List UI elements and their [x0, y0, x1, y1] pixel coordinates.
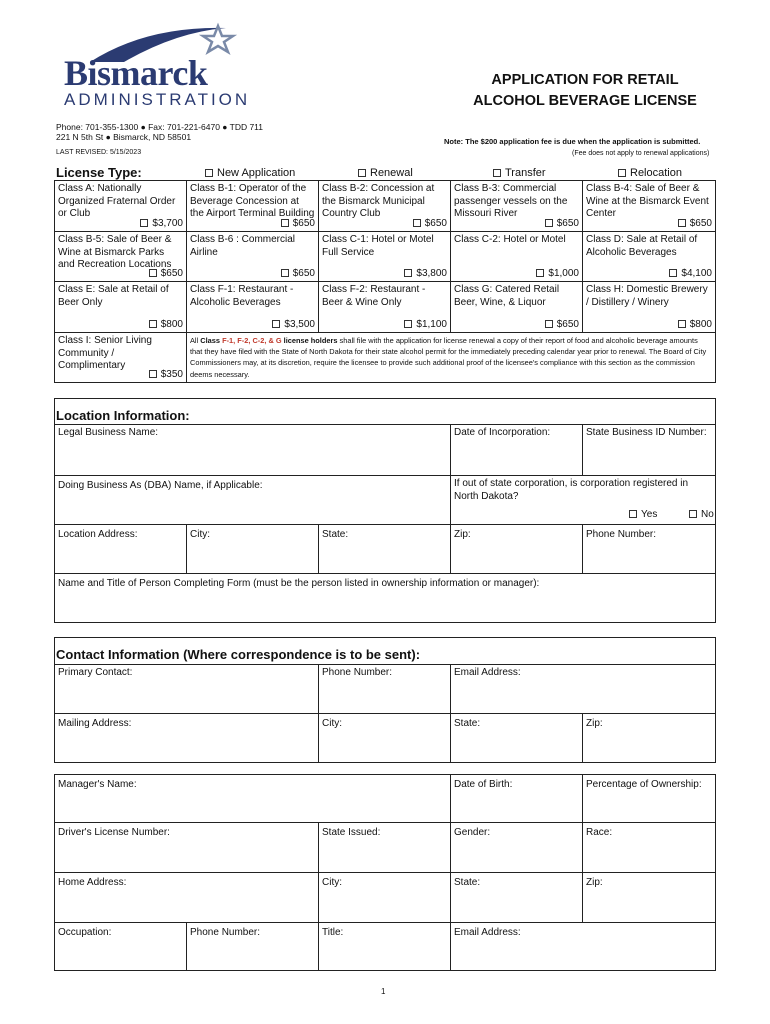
option-label: Renewal: [370, 167, 413, 179]
manager-state-field[interactable]: [450, 872, 583, 923]
class-label: Class B-1: Operator of the Beverage Concession at the Airport Terminal Building: [190, 183, 315, 219]
class-g[interactable]: [450, 281, 583, 333]
person-completing-form-field[interactable]: [54, 573, 716, 623]
checkbox[interactable]: [358, 169, 366, 177]
field-label: Manager's Name:: [58, 779, 137, 790]
class-label: Class F-2: Restaurant - Beer & Wine Only: [322, 284, 426, 308]
field-label: Location Address:: [58, 529, 138, 540]
field-label: City:: [190, 529, 210, 540]
occupation-field[interactable]: [54, 922, 187, 971]
location-state-field[interactable]: [318, 524, 451, 574]
class-c2[interactable]: [450, 231, 583, 282]
field-label: State Business ID Number:: [586, 427, 707, 438]
class-h[interactable]: [582, 281, 716, 333]
field-label: Occupation:: [58, 927, 112, 938]
field-label: Driver's License Number:: [58, 827, 170, 838]
field-label: Legal Business Name:: [58, 427, 159, 438]
location-heading: Location Information:: [56, 408, 190, 423]
field-label: Zip:: [454, 529, 471, 540]
class-label: Class B-3: Commercial passenger vessels on the Missouri River: [454, 183, 568, 219]
registered-in-nd-field: [450, 475, 716, 525]
class-b5[interactable]: [54, 231, 187, 282]
class-price: $650: [413, 218, 447, 231]
class-a[interactable]: [54, 180, 187, 232]
field-label: Zip:: [586, 877, 603, 888]
class-label: Class B-6 : Commercial Airline: [190, 234, 296, 258]
form-title: [430, 70, 740, 112]
checkbox[interactable]: [205, 169, 213, 177]
field-label: Gender:: [454, 827, 491, 838]
legal-business-name-field[interactable]: [54, 424, 451, 476]
manager-phone-field[interactable]: [186, 922, 319, 971]
state-issued-field[interactable]: [318, 822, 451, 873]
class-price: $650: [281, 218, 315, 231]
option-label: Yes: [641, 509, 658, 520]
page-number: 1: [381, 987, 386, 996]
field-label: Email Address:: [454, 667, 521, 678]
ownership-percentage-field[interactable]: [582, 774, 716, 823]
class-d[interactable]: [582, 231, 716, 282]
contact-state-field[interactable]: [450, 713, 583, 763]
class-b1[interactable]: [186, 180, 319, 232]
gender-field[interactable]: [450, 822, 583, 873]
field-label: Phone Number:: [190, 927, 261, 938]
option-label: No: [701, 509, 714, 520]
class-label: Class B-4: Sale of Beer & Wine at the Bismarck Event Center: [586, 183, 709, 219]
contact-city-field[interactable]: [318, 713, 451, 763]
class-price: $3,700: [140, 218, 183, 231]
class-label: Class D: Sale at Retail of Alcoholic Beverages: [586, 234, 698, 258]
option-transfer[interactable]: [493, 167, 546, 179]
class-price: $650: [678, 218, 712, 231]
primary-contact-field[interactable]: [54, 664, 319, 714]
class-price: $3,500: [272, 319, 315, 332]
class-label: Class E: Sale at Retail of Beer Only: [58, 284, 169, 308]
last-revised: LAST REVISED: 5/15/2023: [56, 149, 142, 156]
yes-option[interactable]: [629, 509, 657, 522]
field-label: Email Address:: [454, 927, 521, 938]
manager-email-field[interactable]: [450, 922, 716, 971]
field-label: Percentage of Ownership:: [586, 779, 702, 790]
class-label: Class G: Catered Retail Beer, Wine, & Liquor: [454, 284, 560, 308]
manager-zip-field[interactable]: [582, 872, 716, 923]
option-renewal[interactable]: [358, 167, 413, 179]
date-of-birth-field[interactable]: [450, 774, 583, 823]
field-label: If out of state corporation, is corporation registered in North Dakota?: [454, 478, 689, 502]
checkbox[interactable]: [493, 169, 501, 177]
class-b4[interactable]: [582, 180, 716, 232]
field-label: State Issued:: [322, 827, 381, 838]
contact-email-field[interactable]: [450, 664, 716, 714]
class-b6[interactable]: [186, 231, 319, 282]
class-label: Class C-1: Hotel or Motel Full Service: [322, 234, 434, 258]
date-of-incorporation-field[interactable]: [450, 424, 583, 476]
state-business-id-field[interactable]: [582, 424, 716, 476]
no-option[interactable]: [689, 509, 714, 522]
field-label: Phone Number:: [586, 529, 657, 540]
class-label: Class C-2: Hotel or Motel: [454, 234, 566, 245]
class-price: $800: [149, 319, 183, 332]
option-label: Transfer: [505, 167, 546, 179]
option-relocation[interactable]: [618, 167, 682, 179]
form-title-line1: APPLICATION FOR RETAIL: [491, 72, 679, 88]
option-new-application[interactable]: [205, 167, 295, 179]
field-label: Name and Title of Person Completing Form (must be the person listed in ownership information or manager):: [58, 578, 540, 589]
home-address-field[interactable]: [54, 872, 319, 923]
class-price: $650: [281, 268, 315, 281]
checkbox[interactable]: [629, 510, 637, 518]
mailing-address-field[interactable]: [54, 713, 319, 763]
field-label: State:: [454, 718, 481, 729]
class-label: Class B-2: Concession at the Bismarck Municipal Country Club: [322, 183, 435, 219]
location-phone-field[interactable]: [582, 524, 716, 574]
field-label: Primary Contact:: [58, 667, 133, 678]
class-price: $3,800: [404, 268, 447, 281]
contact-address-line: 221 N 5th St ● Bismarck, ND 58501: [56, 132, 192, 142]
field-label: Date of Birth:: [454, 779, 513, 790]
checkbox[interactable]: [689, 510, 697, 518]
class-label: Class F-1: Restaurant - Alcoholic Beverages: [190, 284, 294, 308]
class-c1[interactable]: [318, 231, 451, 282]
option-label: Relocation: [630, 167, 682, 179]
location-zip-field[interactable]: [450, 524, 583, 574]
checkbox[interactable]: [618, 169, 626, 177]
manager-name-field[interactable]: [54, 774, 451, 823]
form-title-line2: ALCOHOL BEVERAGE LICENSE: [473, 93, 697, 109]
class-label: Class A: Nationally Organized Fraternal Order or Club: [58, 183, 176, 219]
field-label: Mailing Address:: [58, 718, 132, 729]
class-price: $650: [545, 218, 579, 231]
class-label: Class B-5: Sale of Beer & Wine at Bismarck Parks and Recreation Locations: [58, 234, 172, 270]
license-type-heading: License Type:: [56, 165, 142, 180]
field-label: Zip:: [586, 718, 603, 729]
class-f2[interactable]: [318, 281, 451, 333]
field-label: Title:: [322, 927, 344, 938]
class-b2[interactable]: [318, 180, 451, 232]
field-label: Home Address:: [58, 877, 127, 888]
class-price: $350: [149, 369, 183, 382]
dba-name-field[interactable]: [54, 475, 451, 525]
renewal-reporting-note: All Class F-1, F-2, C-2, & G license holders shall file with the application for license renewal a copy of their report of food and alcoholic beverage amounts that they have filed with the State of North Dakota for their state alcohol permit for the immediately preceding calendar year prior to renewal. The Board of City Commissioners may, at its discretion, require the licensee to provide such additional proof of the licensee's compliance with this section as the commission deems necessary.: [186, 332, 716, 383]
field-label: City:: [322, 877, 342, 888]
field-label: Doing Business As (DBA) Name, if Applicable:: [58, 480, 263, 491]
field-label: Phone Number:: [322, 667, 393, 678]
class-label: Class H: Domestic Brewery / Distillery / Winery: [586, 284, 708, 308]
logo-subtitle: ADMINISTRATION: [64, 90, 251, 109]
race-field[interactable]: [582, 822, 716, 873]
logo-wordmark: Bismarck: [64, 53, 208, 93]
field-label: Date of Incorporation:: [454, 427, 551, 438]
contact-heading: Contact Information (Where correspondence is to be sent):: [56, 647, 421, 662]
class-price: $650: [545, 319, 579, 332]
drivers-license-field[interactable]: [54, 822, 319, 873]
option-label: New Application: [217, 167, 296, 179]
class-price: $650: [149, 268, 183, 281]
location-city-field[interactable]: [186, 524, 319, 574]
manager-title-field[interactable]: [318, 922, 451, 971]
class-price: $1,100: [404, 319, 447, 332]
class-price: $4,100: [669, 268, 712, 281]
field-label: State:: [322, 529, 349, 540]
location-address-field[interactable]: [54, 524, 187, 574]
contact-phone-line: Phone: 701-355-1300 ● Fax: 701-221-6470 ● TDD 711: [56, 122, 264, 132]
field-label: State:: [454, 877, 481, 888]
manager-city-field[interactable]: [318, 872, 451, 923]
class-label: Class I: Senior Living Community / Complimentary: [58, 335, 152, 371]
class-e[interactable]: [54, 281, 187, 333]
class-price: $800: [678, 319, 712, 332]
contact-zip-field[interactable]: [582, 713, 716, 763]
field-label: City:: [322, 718, 342, 729]
fee-note-sub: (Fee does not apply to renewal applications): [572, 150, 710, 157]
field-label: Race:: [586, 827, 613, 838]
class-price: $1,000: [536, 268, 579, 281]
class-f1[interactable]: [186, 281, 319, 333]
contact-phone-field[interactable]: [318, 664, 451, 714]
fee-note: Note: The $200 application fee is due when the application is submitted.: [444, 137, 701, 146]
class-i[interactable]: [54, 332, 187, 383]
class-b3[interactable]: [450, 180, 583, 232]
